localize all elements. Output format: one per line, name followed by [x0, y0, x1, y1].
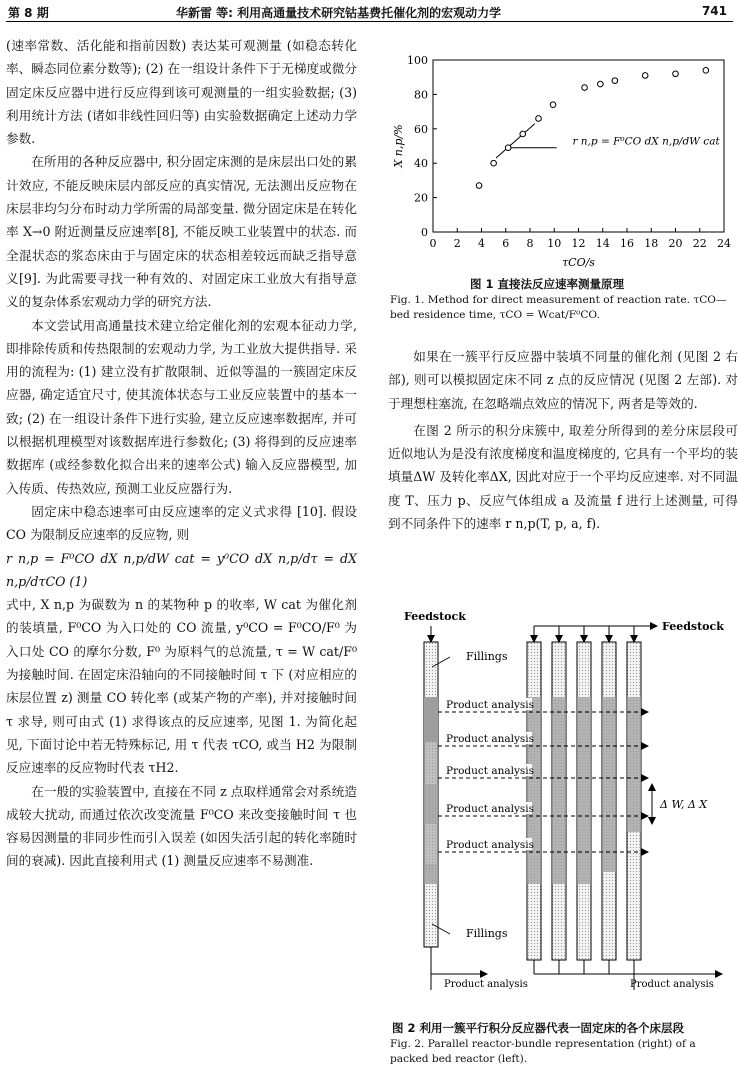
right-column	[388, 345, 738, 535]
paragraph-1: (速率常数、活化能和指前因数) 表达某可观测量 (如稳态转化率、瞬态同位素分数等); (2) 在一组设计条件下于无梯度或微分固定床反应器中进行反应得到该可观测量的一组实验数据; (3) 利用统计方法 (诸如非线性回归等) 由实验数据确定上述动力学参数.	[6, 38, 357, 147]
x-tick-label: 2	[453, 237, 461, 250]
y-tick-label: 80	[414, 88, 428, 102]
paragraph-3: 本文尝试用高通量技术建立给定催化剂的宏观本征动力学, 即排除传质和传热限制的宏观动力学, 为工业放大提供指导. 采用的流程为: (1) 建立没有扩散限制、近似等温的一簇固定床反应器, 确定适宜尺寸, 使其流体状态与工业反应装置中的基本一致; (2) 在一组设计条件下进行实验, 建立反应速率数据库, 并可以根据机理模型对该数据库进行参数化; (3) 将得到的反应速率数据库 (或经参数化拟合出来的速率公式) 输入反应器模型, 加入传质、传热效应, 预测工业反应器行为.	[6, 317, 357, 496]
page-header	[6, 0, 733, 22]
right-paragraph-1: 如果在一簇平行反应器中装填不同量的催化剂 (见图 2 右部), 则可以模拟固定床不同 z 点的反应情况 (见图 2 左部). 对于理想柱塞流, 在忽略端点效应的情况下, 两者是等效的.	[388, 349, 738, 411]
figure-2-caption-cn: 图 2 利用一簇平行积分反应器代表一固定床的各个床层段	[392, 1021, 685, 1035]
x-tick-label: 20	[668, 237, 683, 250]
data-point	[505, 145, 511, 151]
feedstock-left-label: Feedstock	[404, 612, 466, 623]
y-tick-label: 100	[407, 54, 428, 67]
reactor-bundle-diagram	[392, 612, 736, 1012]
data-point	[550, 102, 556, 108]
y-tick-label: 40	[414, 157, 428, 171]
x-tick-label: 18	[644, 237, 659, 250]
y-axis-label: X n,p/%	[392, 124, 405, 168]
figure-1-caption-en: Fig. 1. Method for direct measurement of reaction rate. τCO—bed residence time, τCO = Wcat/F⁰CO.	[390, 294, 727, 321]
product-out-left-label: Product analysis	[444, 979, 528, 990]
y-tick-label: 20	[414, 191, 428, 205]
catalyst-bed	[527, 697, 541, 884]
product-out-right-label: Product analysis	[630, 979, 714, 990]
data-point	[642, 73, 648, 79]
running-title: 华新雷 等: 利用高通量技术研究钴基费托催化剂的宏观动力学	[176, 6, 502, 20]
fillings-bottom-label: Fillings	[466, 927, 508, 940]
catalyst-bed	[627, 697, 641, 832]
x-tick-label: 14	[595, 237, 610, 250]
parallel-reactors	[527, 626, 641, 974]
data-point	[598, 81, 604, 87]
data-point	[520, 131, 526, 137]
x-tick-label: 12	[571, 237, 586, 250]
figure-1-caption-cn: 图 1 直接法反应速率测量原理	[470, 277, 625, 291]
paragraph-5: 式中, X n,p 为碳数为 n 的某物种 p 的收率, W cat 为催化剂的装填量, F⁰CO 为入口处的 CO 流量, y⁰CO = F⁰CO/F⁰ 为入口处 CO 的摩尔分数, F⁰ 为原料气的总流量, τ = W cat/F⁰ 为接触时间. 在固定床沿轴向的不同接触时间 τ 下 (对应相应的床层位置 z) 测量 CO 转化率 (或某产物的产率), 并对接触时间 τ 求导, 则可由式 (1) 求得该点的反应速率, 见图 1. 为简化起见, 下面讨论中若无特殊标记, 用 τ 代表 τCO, 或当 H2 为限制反应速率的反应物时代表 τH2.	[6, 597, 357, 776]
right-paragraph-2: 在图 2 所示的积分床簇中, 取差分所得到的差分床层段可近似地认为是没有浓度梯度和温度梯度的, 它具有一个平均的装填量ΔW 及转化率ΔX, 因此对应于一个平均反应速率. 对不同温度 T、压力 p、反应气体组成 a 及流量 f 进行上述测量, 可得到不同条件下的速率 r n,p(T, p, a, f).	[388, 422, 738, 532]
fillings-top-label: Fillings	[466, 650, 508, 663]
catalyst-bed	[602, 697, 616, 872]
x-tick-label: 10	[547, 237, 562, 250]
y-tick-label: 60	[414, 122, 428, 136]
data-point	[491, 160, 497, 166]
x-tick-label: 22	[692, 237, 707, 250]
data-point	[476, 183, 482, 189]
product-analysis-label: Product analysis	[446, 733, 535, 745]
data-point	[673, 71, 679, 77]
x-axis-label: τCO/s	[562, 256, 595, 269]
rate-annotation: r n,p = F⁰CO dX n,p/dW cat	[572, 135, 720, 148]
data-point	[703, 68, 709, 74]
x-tick-label: 0	[429, 237, 437, 250]
delta-label: Δ W, Δ X	[660, 798, 708, 811]
product-analysis-label: Product analysis	[446, 839, 535, 851]
x-tick-label: 16	[620, 237, 634, 250]
x-tick-label: 8	[526, 237, 534, 250]
feedstock-right-label: Feedstock	[662, 620, 724, 633]
catalyst-bed	[577, 697, 591, 884]
paragraph-2: 在所用的各种反应器中, 积分固定床测的是床层出口处的累计效应, 不能反映床层内部反应的真实情况, 无法测出反应物在床层非均匀分布时动力学所需的局部变量. 微分固定床是在转化率 X→0 附近测量反应速率[8], 不能反映工业装置中的状态. 而全混状态的浆态床由于与固定床的状态相差较远而缺乏指导意义[9]. 为此需要寻找一种有效的、对固定床工业放大有指导意义的复杂体系宏观动力学的研究方法.	[6, 154, 357, 310]
figure-2	[392, 612, 736, 1012]
x-tick-label: 4	[478, 237, 485, 250]
left-column	[6, 34, 357, 873]
paragraph-6: 在一般的实验装置中, 直接在不同 z 点取样通常会对系统造成较大扰动, 而通过依次改变流量 F⁰CO 来改变接触时间 τ 也容易因测量的非同步性而引入误差 (如因失活引起的转化率随时间的衰减). 因此直接利用式 (1) 测量反应速率不易测准.	[6, 783, 357, 869]
x-tick-label: 6	[502, 237, 510, 250]
product-analysis-label: Product analysis	[446, 765, 535, 777]
catalyst-bed	[552, 697, 566, 884]
page-number: 741	[701, 4, 727, 18]
product-analysis-label: Product analysis	[446, 803, 535, 815]
header-rule	[6, 21, 733, 22]
data-point	[612, 78, 618, 84]
figure-1	[388, 42, 738, 297]
x-tick-label: 24	[717, 237, 731, 250]
conversion-chart	[388, 42, 738, 297]
equation-1: r n,p = F⁰CO dX n,p/dW cat = y⁰CO dX n,p/dτ = dX n,p/dτCO (1)	[6, 550, 357, 589]
figure-2-caption-en: Fig. 2. Parallel reactor-bundle representation (right) of a packed bed reactor (left).	[390, 1038, 696, 1065]
packed-bed-tube	[424, 642, 438, 947]
data-point	[536, 116, 542, 122]
paragraph-4: 固定床中稳态速率可由反应速率的定义式求得 [10]. 假设 CO 为限制反应速率的反应物, 则	[6, 503, 357, 543]
data-point	[582, 85, 588, 91]
y-tick-label: 0	[421, 226, 428, 239]
product-analysis-label: Product analysis	[446, 699, 535, 711]
issue-number: 第 8 期	[8, 6, 49, 20]
tangent-line	[496, 124, 535, 158]
